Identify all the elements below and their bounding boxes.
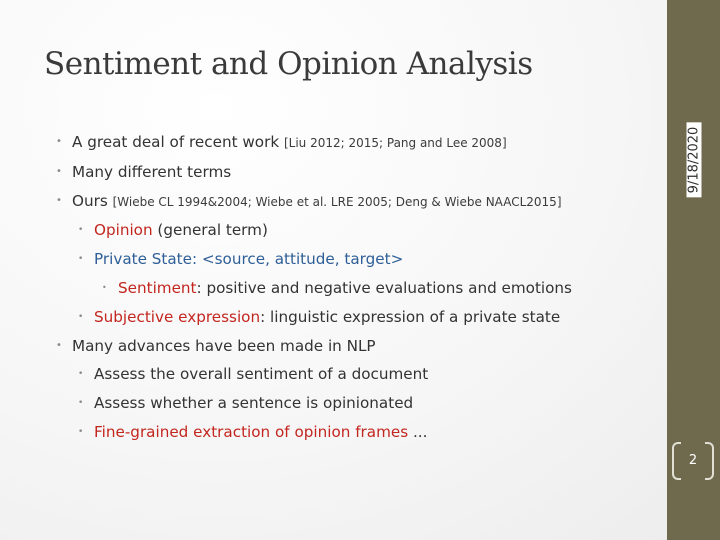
bullet-text: Ours: [72, 191, 113, 210]
sub-bullet-item: [54, 360, 654, 389]
citation: [Wiebe CL 1994&2004; Wiebe et al. LRE 2005; Deng & Wiebe NAACL2015]: [112, 194, 562, 209]
bullet-icon: •: [56, 165, 62, 177]
sub-bullet-item: [54, 389, 654, 418]
bullet-text: A great deal of recent work: [72, 133, 284, 151]
bullet-icon: •: [56, 339, 62, 351]
bullet-icon: •: [78, 225, 84, 236]
sub-bullet-item: [54, 418, 654, 447]
sub-bullet-item: [54, 245, 654, 274]
bullet-icon: •: [78, 369, 84, 380]
sub-bullet-item: [54, 303, 654, 332]
bullet-icon: •: [78, 311, 84, 322]
bullet-text: (general term): [152, 221, 268, 240]
slide-title: Sentiment and Opinion Analysis: [44, 46, 533, 82]
bullet-text: Many different terms: [72, 162, 232, 181]
bullet-icon: •: [78, 426, 84, 437]
right-bracket-icon: [705, 442, 714, 480]
term-subjective-expression: Subjective expression: [94, 307, 261, 326]
bullet-item: [54, 332, 654, 361]
term-opinion: Opinion: [94, 221, 153, 240]
term-sentiment: Sentiment: [118, 278, 197, 297]
bullet-text: Assess the overall sentiment of a document: [94, 365, 429, 384]
bullet-icon: •: [56, 136, 62, 147]
bullet-text: : linguistic expression of a private state: [260, 307, 561, 326]
bullet-icon: •: [102, 282, 107, 292]
bullet-text: ...: [408, 422, 428, 441]
bullet-icon: •: [78, 398, 84, 409]
term-private-state: Private State:: [94, 250, 202, 269]
bullet-list: [54, 128, 654, 447]
bullet-item: [54, 158, 654, 187]
page-number-box: [672, 442, 714, 478]
sub-sub-bullet-item: [54, 274, 654, 303]
page-number: 2: [688, 452, 698, 468]
term-fine-grained: Fine-grained extraction of opinion frames: [94, 422, 409, 441]
bullet-text: <source, attitude, target>: [201, 250, 404, 269]
bullet-text: : positive and negative evaluations and emotions: [196, 278, 572, 297]
bullet-icon: •: [56, 194, 62, 206]
left-bracket-icon: [672, 442, 681, 480]
citation: [Liu 2012; 2015; Pang and Lee 2008]: [283, 136, 507, 150]
bullet-text: Many advances have been made in NLP: [72, 336, 376, 355]
bullet-item: [54, 128, 654, 158]
sub-bullet-item: [54, 216, 654, 245]
slide-date: 9/18/2020: [687, 123, 702, 198]
bullet-text: Assess whether a sentence is opinionated: [94, 394, 414, 413]
bullet-icon: •: [78, 254, 84, 265]
bullet-item: [54, 187, 654, 217]
